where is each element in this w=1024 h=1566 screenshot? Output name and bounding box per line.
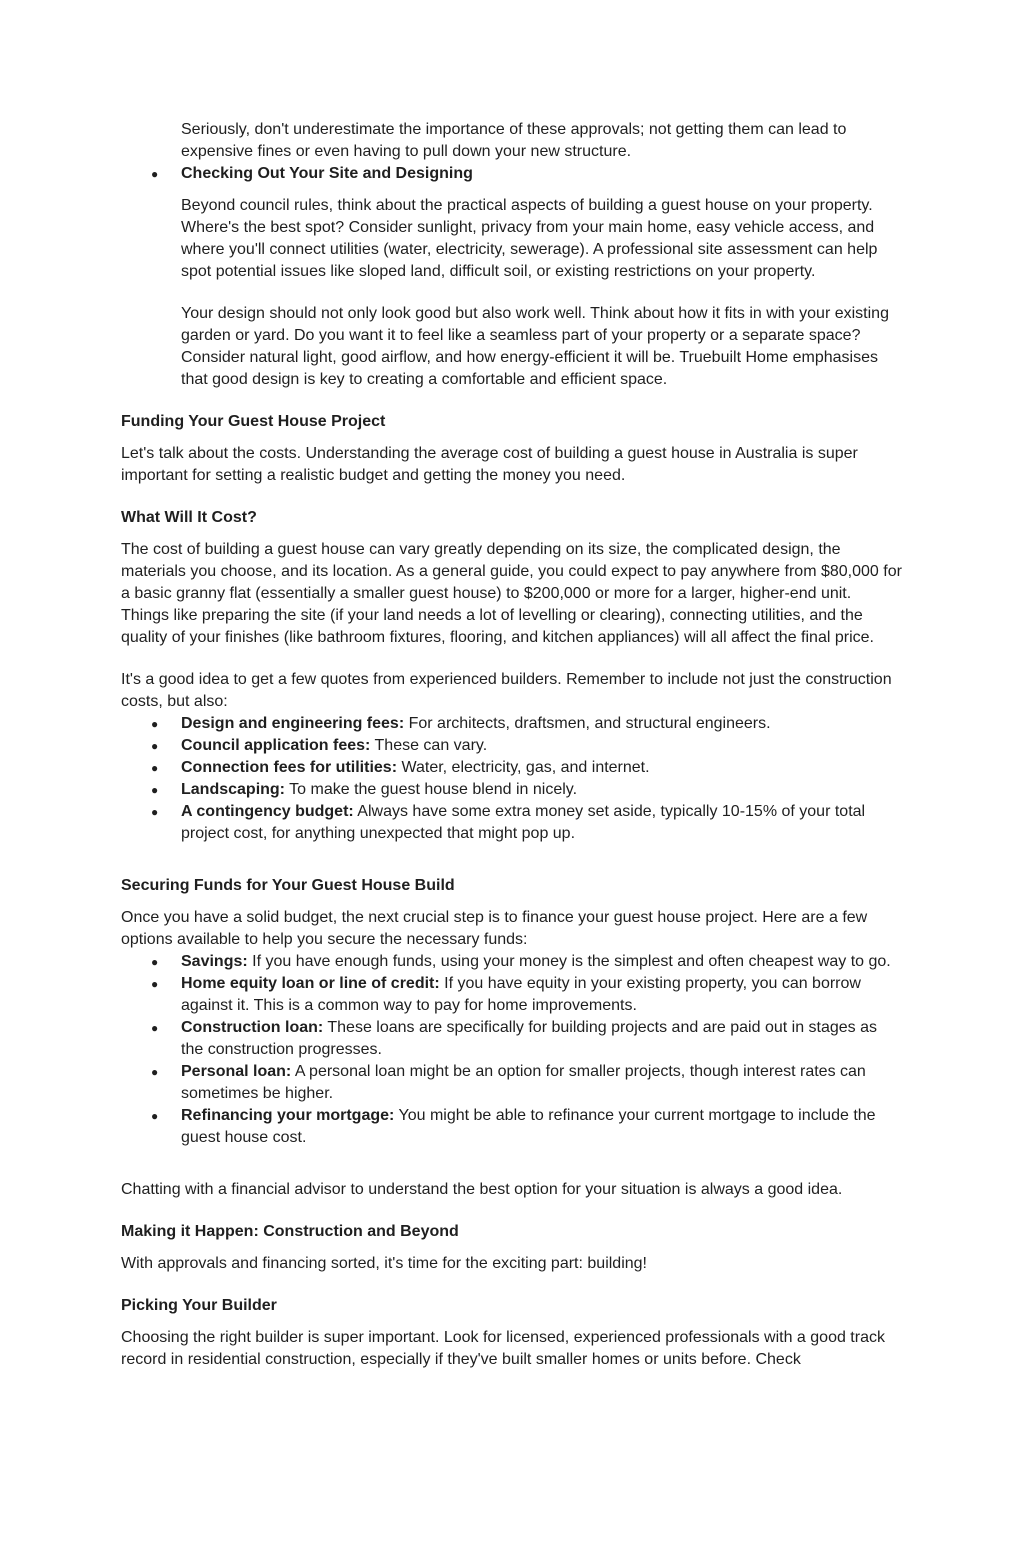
- list-item: [121, 973, 903, 1017]
- document-page: [121, 119, 903, 1371]
- cost-items-list: [121, 713, 903, 845]
- list-item-term: Savings:: [181, 953, 248, 970]
- list-item: [121, 801, 903, 845]
- list-item: [121, 713, 903, 735]
- list-item-term: Council application fees:: [181, 737, 371, 754]
- funding-options-list: [121, 951, 903, 1149]
- site-design-list: [121, 163, 903, 185]
- list-item: [121, 779, 903, 801]
- site-design-paragraph-1: Beyond council rules, think about the practical aspects of building a guest house on your property. Where's the best spot? Consider sunlight, privacy from your main home, easy vehicle access, and where you'll connect utilities (water, electricity, sewerage). A professional site assessment can help spot potential issues like sloped land, difficult soil, or existing restrictions on your property.: [181, 197, 878, 280]
- list-item-term: Home equity loan or line of credit:: [181, 975, 440, 992]
- funding-heading: Funding Your Guest House Project: [121, 413, 386, 430]
- list-item-text: If you have enough funds, using your money is the simplest and often cheapest way to go.: [247, 953, 891, 970]
- list-item-term: Connection fees for utilities:: [181, 759, 398, 776]
- list-item-text: These loans are specifically for building projects and are paid out in stages as the construction progresses.: [181, 1019, 878, 1058]
- list-item: [121, 757, 903, 779]
- list-item-term: Landscaping:: [181, 781, 286, 798]
- list-item-term: A contingency budget:: [181, 803, 354, 820]
- list-item-text: To make the guest house blend in nicely.: [285, 781, 578, 798]
- construction-heading: Making it Happen: Construction and Beyond: [121, 1223, 459, 1240]
- securing-intro-paragraph: Once you have a solid budget, the next crucial step is to finance your guest house project. Here are a few options available to help you secure the necessary funds:: [121, 909, 868, 948]
- list-item-text: These can vary.: [370, 737, 488, 754]
- site-design-bullet-heading: Checking Out Your Site and Designing: [181, 165, 473, 182]
- list-item-term: Refinancing your mortgage:: [181, 1107, 395, 1124]
- list-item-term: Personal loan:: [181, 1063, 292, 1080]
- builder-paragraph: Choosing the right builder is super important. Look for licensed, experienced professionals with a good track record in residential construction, especially if they've built smaller homes or units before. Check: [121, 1329, 885, 1368]
- list-item-text: If you have equity in your existing property, you can borrow against it. This is a common way to pay for home improvements.: [181, 975, 861, 1014]
- funding-intro-paragraph: Let's talk about the costs. Understanding the average cost of building a guest house in Australia is super important for setting a realistic budget and getting the money you need.: [121, 445, 858, 484]
- list-item-text: For architects, draftsmen, and structural engineers.: [404, 715, 771, 732]
- list-item-text: Always have some extra money set aside, typically 10-15% of your total project cost, for anything unexpected that might pop up.: [181, 803, 866, 842]
- construction-intro-paragraph: With approvals and financing sorted, it's time for the exciting part: building!: [121, 1255, 647, 1272]
- list-item: [121, 1017, 903, 1061]
- list-item-text: A personal loan might be an option for smaller projects, though interest rates can sometimes be higher.: [181, 1063, 866, 1102]
- approvals-warning-paragraph: Seriously, don't underestimate the importance of these approvals; not getting them can lead to expensive fines or even having to pull down your new structure.: [181, 121, 847, 160]
- financial-advisor-paragraph: Chatting with a financial advisor to understand the best option for your situation is always a good idea.: [121, 1181, 843, 1198]
- list-item: [121, 163, 903, 185]
- list-item: [121, 735, 903, 757]
- list-item-text: Water, electricity, gas, and internet.: [397, 759, 650, 776]
- list-item: [121, 1061, 903, 1105]
- site-design-paragraph-2: Your design should not only look good but also work well. Think about how it fits in with your existing garden or yard. Do you want it to feel like a seamless part of your property or a separate space? Consider natural light, good airflow, and how energy-efficient it will be. Truebuilt Home emphasises that good design is key to creating a comfortable and efficient space.: [181, 305, 889, 388]
- list-item-text: You might be able to refinance your current mortgage to include the guest house cost.: [181, 1107, 876, 1146]
- list-item-term: Construction loan:: [181, 1019, 324, 1036]
- securing-heading: Securing Funds for Your Guest House Build: [121, 877, 455, 894]
- list-item: [121, 951, 903, 973]
- cost-heading: What Will It Cost?: [121, 509, 257, 526]
- cost-paragraph-1: The cost of building a guest house can vary greatly depending on its size, the complicated design, the materials you choose, and its location. As a general guide, you could expect to pay anywhere from $80,000 for a basic granny flat (essentially a smaller guest house) to $200,000 or more for a larger, higher-end unit. Things like preparing the site (if your land needs a lot of levelling or clearing), connecting utilities, and the quality of your finishes (like bathroom fixtures, flooring, and kitchen appliances) will all affect the final price.: [121, 541, 902, 646]
- list-item: [121, 1105, 903, 1149]
- list-item-term: Design and engineering fees:: [181, 715, 405, 732]
- cost-paragraph-2: It's a good idea to get a few quotes from experienced builders. Remember to include not just the construction costs, but also:: [121, 671, 892, 710]
- builder-heading: Picking Your Builder: [121, 1297, 277, 1314]
